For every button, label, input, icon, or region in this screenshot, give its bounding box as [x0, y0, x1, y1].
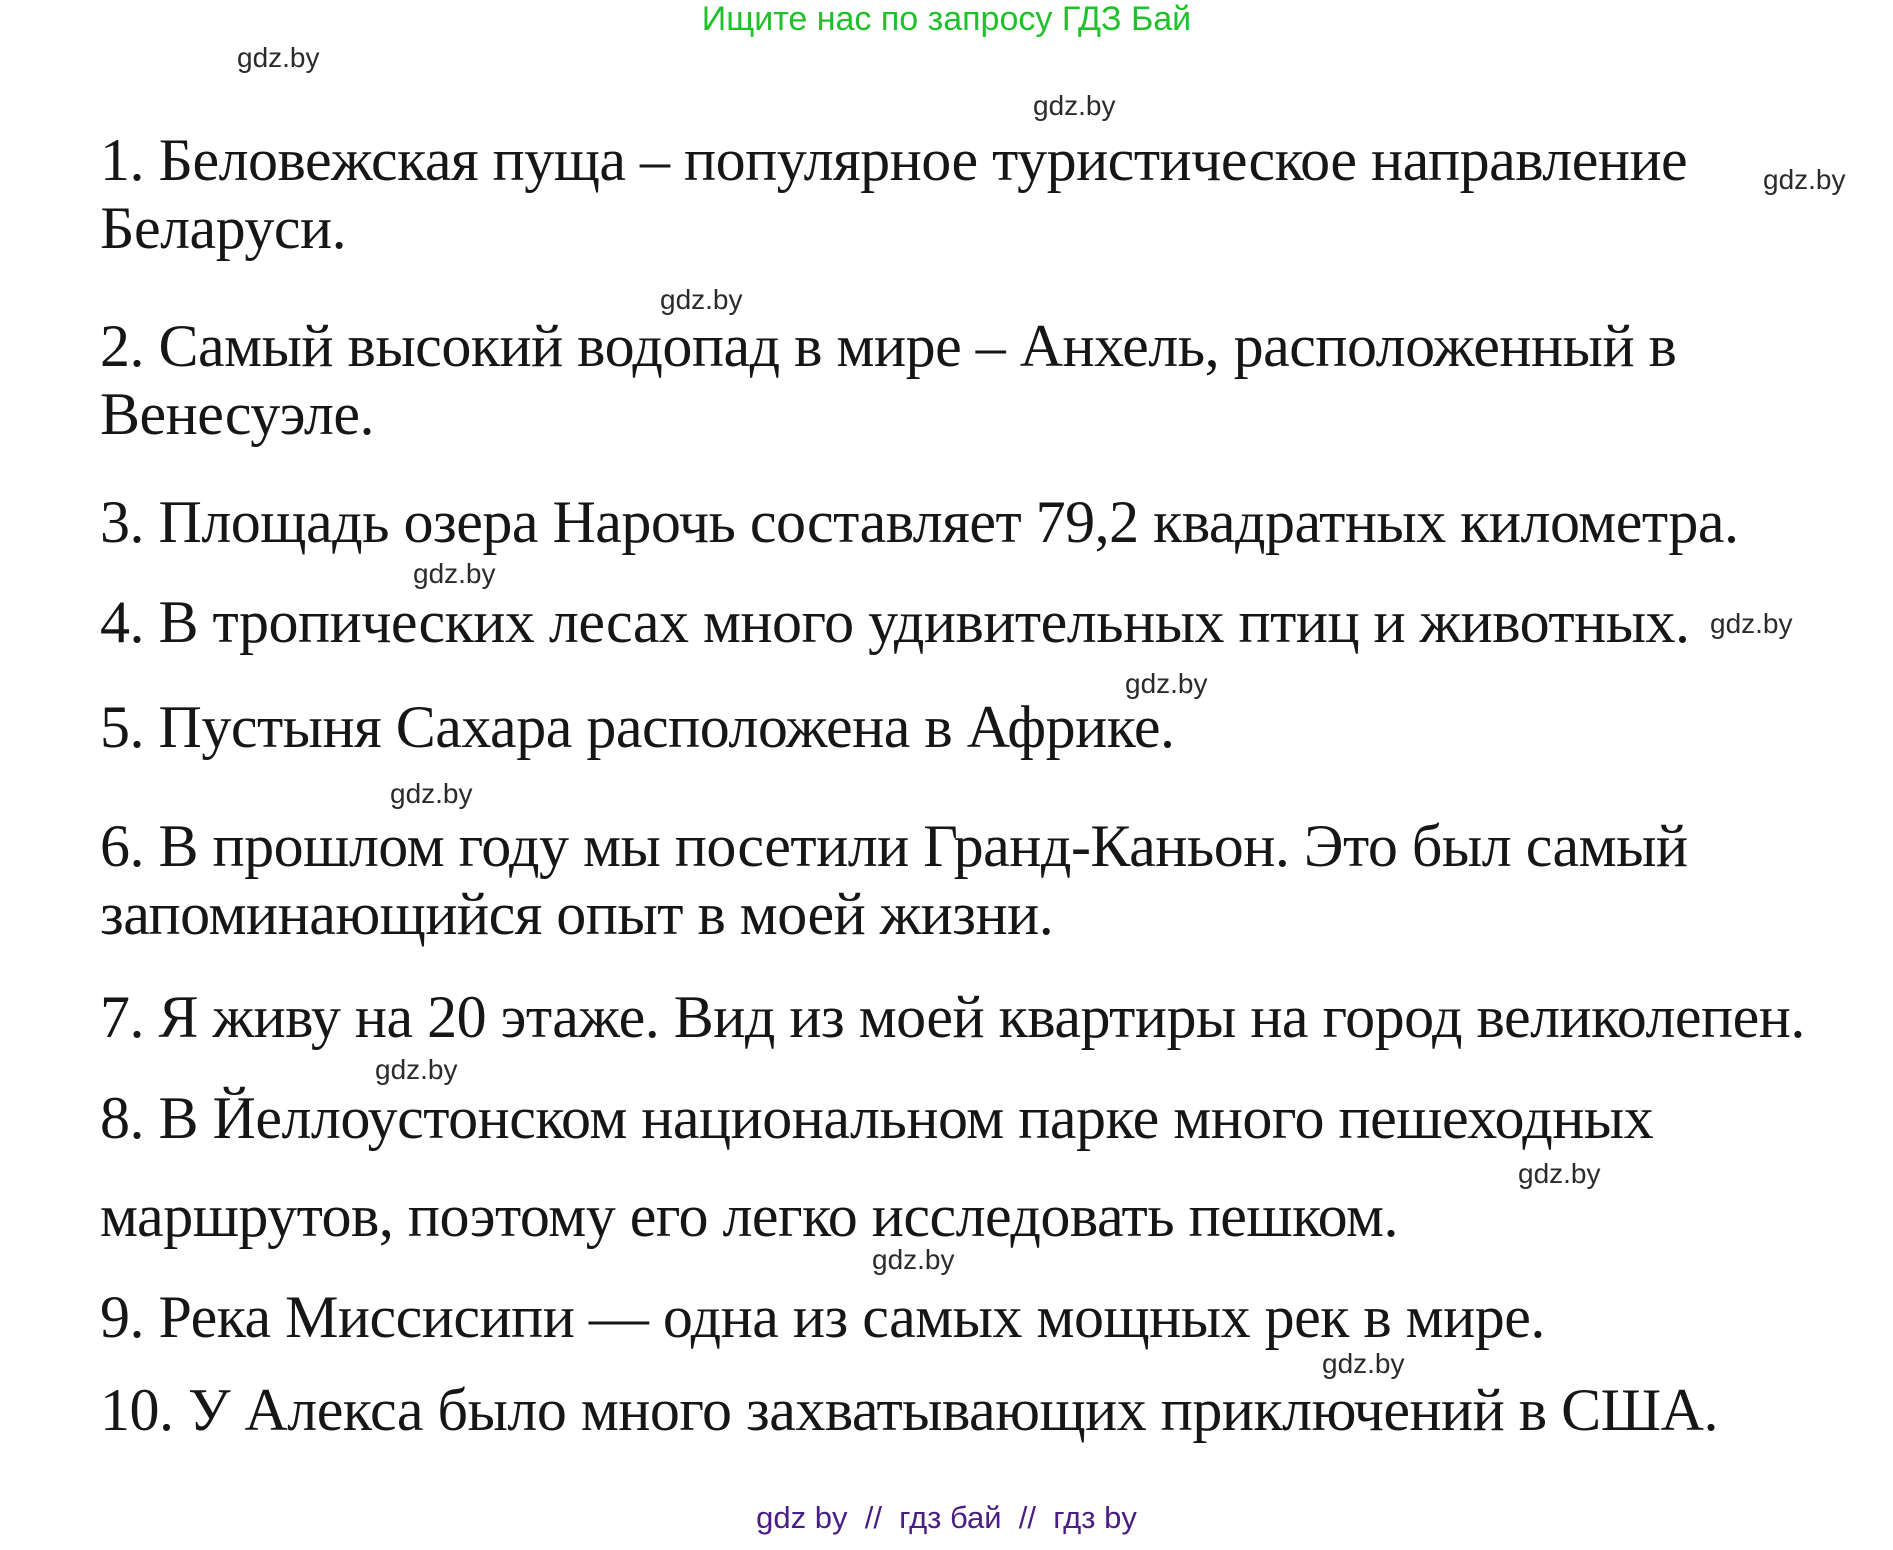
gdz-watermark: gdz.by [375, 1054, 458, 1085]
answer-line-7: 5. Пустыня Сахара расположена в Африке. [100, 694, 1175, 760]
gdz-watermark: gdz.by [390, 778, 473, 809]
answer-line-6: 4. В тропических лесах много удивительных птиц и животных. [100, 589, 1690, 655]
gdz-watermark: gdz.by [1518, 1158, 1601, 1189]
answer-line-12: маршрутов, поэтому его легко исследовать пешком. [100, 1183, 1398, 1249]
gdz-watermark: gdz.by [660, 284, 743, 315]
answer-line-4: Венесуэле. [100, 381, 374, 447]
answer-line-5: 3. Площадь озера Нарочь составляет 79,2 квадратных километра. [100, 489, 1739, 555]
answer-line-3: 2. Самый высокий водопад в мире – Анхель, расположенный в [100, 313, 1677, 379]
answer-line-10: 7. Я живу на 20 этаже. Вид из моей квартиры на город великолепен. [100, 984, 1805, 1050]
gdz-watermark: gdz.by [1763, 164, 1846, 195]
gdz-watermark: gdz.by [1125, 668, 1208, 699]
gdz-watermark: gdz.by [1322, 1348, 1405, 1379]
answer-line-11: 8. В Йеллоустонском национальном парке много пешеходных [100, 1085, 1654, 1151]
gdz-watermark: gdz.by [1710, 608, 1793, 639]
gdz-watermark: gdz.by [237, 42, 320, 73]
answer-line-14: 10. У Алекса было много захватывающих приключений в США. [100, 1377, 1718, 1443]
answer-line-8: 6. В прошлом году мы посетили Гранд-Каньон. Это был самый [100, 813, 1688, 879]
footer-brand-text: gdz by // гдз бай // гдз by [756, 1500, 1137, 1535]
answer-line-9: запоминающийся опыт в моей жизни. [100, 881, 1054, 947]
gdz-watermark: gdz.by [413, 558, 496, 589]
gdz-watermark: gdz.by [1033, 90, 1116, 121]
answer-line-13: 9. Река Миссисипи — одна из самых мощных рек в мире. [100, 1284, 1545, 1350]
search-hint-banner: Ищите нас по запросу ГДЗ Бай [701, 0, 1192, 38]
answer-line-2: Беларуси. [100, 195, 347, 261]
answer-line-1: 1. Беловежская пуща – популярное туристическое направление [100, 127, 1688, 193]
gdz-watermark: gdz.by [872, 1244, 955, 1275]
